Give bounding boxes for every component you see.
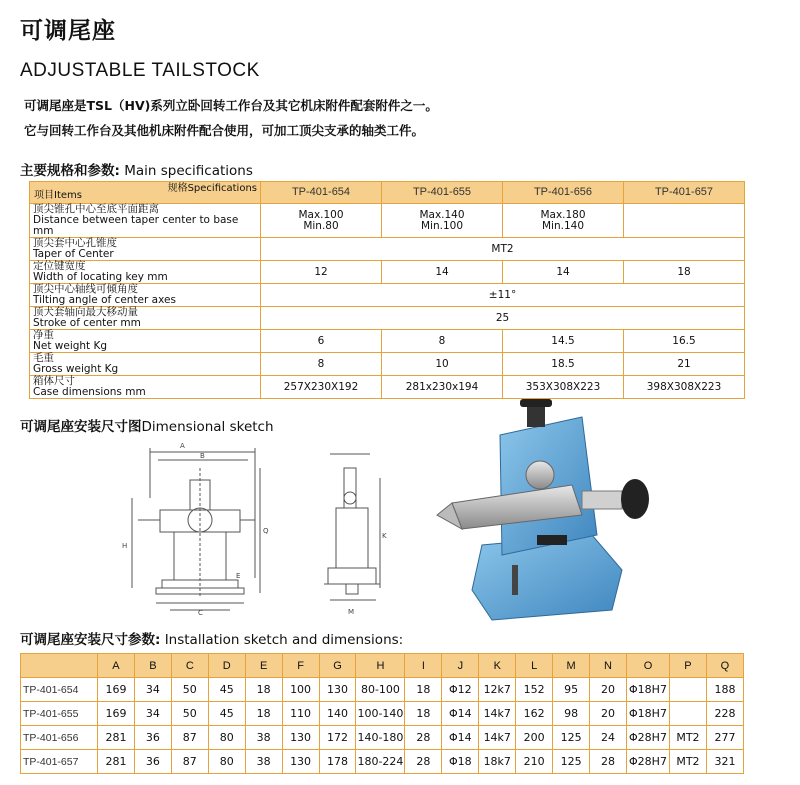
- spec-row: [30, 353, 745, 376]
- install-value-cell: 18: [245, 678, 282, 702]
- install-value-cell: 281: [98, 726, 135, 750]
- install-header-cell: F: [282, 654, 319, 678]
- install-value-cell: 125: [553, 726, 590, 750]
- spec-corner-cell: [30, 182, 261, 204]
- spec-value: 8: [382, 330, 503, 353]
- install-value-cell: 277: [706, 726, 743, 750]
- dim-label-c: C: [198, 609, 203, 616]
- spec-row-label: [30, 376, 261, 399]
- install-value-cell: 178: [319, 750, 356, 774]
- install-value-cell: Φ12: [442, 678, 479, 702]
- spec-header-row: [30, 182, 745, 204]
- install-header-cell: M: [553, 654, 590, 678]
- install-table: [20, 653, 744, 774]
- spec-row: [30, 284, 745, 307]
- spec-value-line: Max.100: [298, 208, 344, 221]
- install-value-cell: 172: [319, 726, 356, 750]
- dim-label-e: E: [236, 572, 241, 580]
- install-model-cell: TP-401-654: [21, 678, 98, 702]
- spec-value: [503, 204, 624, 238]
- spec-value: 14: [503, 261, 624, 284]
- install-header-cell: J: [442, 654, 479, 678]
- install-value-cell: 125: [553, 750, 590, 774]
- install-header-row: [21, 654, 744, 678]
- install-model-cell: TP-401-656: [21, 726, 98, 750]
- install-value-cell: 169: [98, 678, 135, 702]
- install-value-cell: 110: [282, 702, 319, 726]
- install-value-cell: 95: [553, 678, 590, 702]
- install-value-cell: MT2: [669, 726, 706, 750]
- intro-line-2: 它与回转工作台及其他机床附件配合使用，可加工顶尖支承的轴类工件。: [24, 123, 425, 138]
- install-row: [21, 726, 744, 750]
- install-header-cell: B: [134, 654, 171, 678]
- spec-label-cn: 顶尖锥孔中心至底平面距离: [33, 203, 159, 215]
- install-header-cell: L: [516, 654, 553, 678]
- install-value-cell: Φ14: [442, 726, 479, 750]
- spec-value-line: Max.180: [540, 208, 586, 221]
- spec-label-cn: 顶犬套轴向最大移动量: [33, 306, 138, 318]
- install-header-cell: C: [171, 654, 208, 678]
- install-value-cell: 200: [516, 726, 553, 750]
- install-value-cell: 228: [706, 702, 743, 726]
- install-header-cell: H: [356, 654, 405, 678]
- install-value-cell: 98: [553, 702, 590, 726]
- install-header-cell: E: [245, 654, 282, 678]
- spec-label-cn: 净重: [33, 329, 54, 341]
- install-header-cell: K: [479, 654, 516, 678]
- install-header-cell: P: [669, 654, 706, 678]
- spec-label-en: Width of locating key mm: [33, 271, 168, 283]
- install-value-cell: 80: [208, 750, 245, 774]
- spec-row-label: [30, 261, 261, 284]
- page-title-cn: 可调尾座: [20, 18, 116, 44]
- model-header: TP-401-655: [382, 182, 503, 204]
- install-row: [21, 678, 744, 702]
- spec-row: [30, 261, 745, 284]
- spec-label-en: Case dimensions mm: [33, 386, 146, 398]
- install-value-cell: 130: [319, 678, 356, 702]
- dim-label-b: B: [200, 452, 205, 460]
- install-value-cell: 18: [245, 702, 282, 726]
- install-header-cell: N: [590, 654, 627, 678]
- install-value-cell: 20: [590, 702, 627, 726]
- install-row: [21, 750, 744, 774]
- spec-value: 18.5: [503, 353, 624, 376]
- install-value-cell: 188: [706, 678, 743, 702]
- install-value-cell: 152: [516, 678, 553, 702]
- install-header-cell: O: [626, 654, 669, 678]
- install-value-cell: 34: [134, 702, 171, 726]
- dim-label-m: M: [348, 608, 355, 616]
- install-value-cell: 180-224: [356, 750, 405, 774]
- sketch-heading: 可调尾座安装尺寸图Dimensional sketch: [20, 419, 274, 435]
- spec-value: 353X308X223: [503, 376, 624, 399]
- install-value-cell: 140-180: [356, 726, 405, 750]
- install-header-cell: [21, 654, 98, 678]
- install-value-cell: 38: [245, 726, 282, 750]
- install-value-cell: 28: [405, 750, 442, 774]
- install-value-cell: 87: [171, 750, 208, 774]
- install-value-cell: 50: [171, 678, 208, 702]
- spec-value-line: Min.140: [541, 219, 584, 232]
- spec-value: 12: [261, 261, 382, 284]
- spec-value: 14.5: [503, 330, 624, 353]
- install-heading: 可调尾座安装尺寸参数: Installation sketch and dimensions:: [20, 632, 404, 648]
- install-value-cell: 281: [98, 750, 135, 774]
- install-value-cell: Φ18: [442, 750, 479, 774]
- spec-value: [624, 204, 745, 238]
- spec-table: [29, 181, 745, 399]
- spec-value-line: Min.100: [420, 219, 463, 232]
- install-header-cell: D: [208, 654, 245, 678]
- install-value-cell: 162: [516, 702, 553, 726]
- spec-row-label: [30, 284, 261, 307]
- install-value-cell: Φ18H7: [626, 678, 669, 702]
- install-value-cell: 14k7: [479, 726, 516, 750]
- spec-label-en: Tilting angle of center axes: [33, 294, 176, 306]
- spec-label-cn: 毛重: [33, 352, 54, 364]
- install-value-cell: [669, 702, 706, 726]
- spec-merged-value: MT2: [261, 238, 745, 261]
- model-header: TP-401-656: [503, 182, 624, 204]
- install-value-cell: 50: [171, 702, 208, 726]
- install-model-cell: TP-401-657: [21, 750, 98, 774]
- spec-value: 14: [382, 261, 503, 284]
- spec-row: [30, 330, 745, 353]
- install-header-cell: A: [98, 654, 135, 678]
- spec-merged-value: 25: [261, 307, 745, 330]
- install-value-cell: 36: [134, 750, 171, 774]
- side-view-sketch: [320, 448, 392, 616]
- model-header: TP-401-657: [624, 182, 745, 204]
- page-title-en: ADJUSTABLE TAILSTOCK: [20, 60, 260, 81]
- install-value-cell: 36: [134, 726, 171, 750]
- install-value-cell: 34: [134, 678, 171, 702]
- spec-merged-value: ±11°: [261, 284, 745, 307]
- spec-value: 8: [261, 353, 382, 376]
- install-value-cell: 18: [405, 702, 442, 726]
- install-value-cell: 87: [171, 726, 208, 750]
- tailstock-product-image: [432, 395, 657, 627]
- install-value-cell: 100-140: [356, 702, 405, 726]
- spec-value: [382, 204, 503, 238]
- install-value-cell: 18k7: [479, 750, 516, 774]
- install-value-cell: 14k7: [479, 702, 516, 726]
- install-value-cell: 12k7: [479, 678, 516, 702]
- install-value-cell: 169: [98, 702, 135, 726]
- spec-value: 6: [261, 330, 382, 353]
- spec-label-en: Stroke of center mm: [33, 317, 141, 329]
- install-model-cell: TP-401-655: [21, 702, 98, 726]
- spec-value: 18: [624, 261, 745, 284]
- spec-value: 21: [624, 353, 745, 376]
- spec-value: 281x230x194: [382, 376, 503, 399]
- spec-label-cn: 定位键宽度: [33, 260, 86, 272]
- spec-row-label: [30, 353, 261, 376]
- install-value-cell: 140: [319, 702, 356, 726]
- spec-label-en: Distance between taper center to base mm: [33, 214, 239, 237]
- dim-label-a: A: [180, 442, 185, 450]
- spec-row-label: [30, 238, 261, 261]
- install-value-cell: 321: [706, 750, 743, 774]
- spec-value: 16.5: [624, 330, 745, 353]
- install-row: [21, 702, 744, 726]
- spec-row: [30, 204, 745, 238]
- install-value-cell: 18: [405, 678, 442, 702]
- install-value-cell: Φ18H7: [626, 702, 669, 726]
- install-value-cell: 24: [590, 726, 627, 750]
- install-header-cell: Q: [706, 654, 743, 678]
- install-value-cell: 20: [590, 678, 627, 702]
- install-value-cell: 80: [208, 726, 245, 750]
- install-value-cell: MT2: [669, 750, 706, 774]
- intro-line-1: 可调尾座是TSL（HV)系列立卧回转工作台及其它机床附件配套附件之一。: [24, 98, 438, 113]
- spec-row: [30, 307, 745, 330]
- spec-heading: 主要规格和参数: Main specifications: [20, 163, 253, 179]
- corner-items-label: 项目Items: [34, 190, 82, 201]
- install-value-cell: 130: [282, 750, 319, 774]
- spec-value: 10: [382, 353, 503, 376]
- spec-row-label: [30, 204, 261, 238]
- install-value-cell: 210: [516, 750, 553, 774]
- spec-row-label: [30, 307, 261, 330]
- spec-value: 398X308X223: [624, 376, 745, 399]
- model-header: TP-401-654: [261, 182, 382, 204]
- spec-row: [30, 238, 745, 261]
- install-value-cell: 80-100: [356, 678, 405, 702]
- spec-value: 257X230X192: [261, 376, 382, 399]
- spec-value-line: Max.140: [419, 208, 465, 221]
- front-view-sketch: [120, 438, 280, 616]
- install-value-cell: 28: [590, 750, 627, 774]
- dim-label-k: K: [382, 532, 387, 540]
- spec-label-en: Taper of Center: [33, 248, 114, 260]
- install-value-cell: 130: [282, 726, 319, 750]
- spec-value-line: Min.80: [303, 219, 339, 232]
- install-header-cell: I: [405, 654, 442, 678]
- spec-label-en: Net weight Kg: [33, 340, 108, 352]
- corner-spec-label: 规格Specifications: [167, 183, 257, 194]
- install-header-cell: G: [319, 654, 356, 678]
- install-value-cell: 45: [208, 678, 245, 702]
- install-value-cell: Φ28H7: [626, 750, 669, 774]
- dim-label-h: H: [122, 542, 128, 550]
- install-value-cell: Φ28H7: [626, 726, 669, 750]
- install-value-cell: Φ14: [442, 702, 479, 726]
- install-value-cell: 28: [405, 726, 442, 750]
- spec-label-en: Gross weight Kg: [33, 363, 119, 375]
- spec-label-cn: 顶尖套中心孔锥度: [33, 237, 117, 249]
- install-value-cell: 45: [208, 702, 245, 726]
- spec-label-cn: 箱体尺寸: [33, 375, 75, 387]
- spec-row-label: [30, 330, 261, 353]
- install-value-cell: [669, 678, 706, 702]
- install-value-cell: 100: [282, 678, 319, 702]
- spec-label-cn: 顶尖中心轴线可倾角度: [33, 283, 138, 295]
- spec-value: [261, 204, 382, 238]
- dim-label-q: Q: [263, 527, 269, 535]
- install-value-cell: 38: [245, 750, 282, 774]
